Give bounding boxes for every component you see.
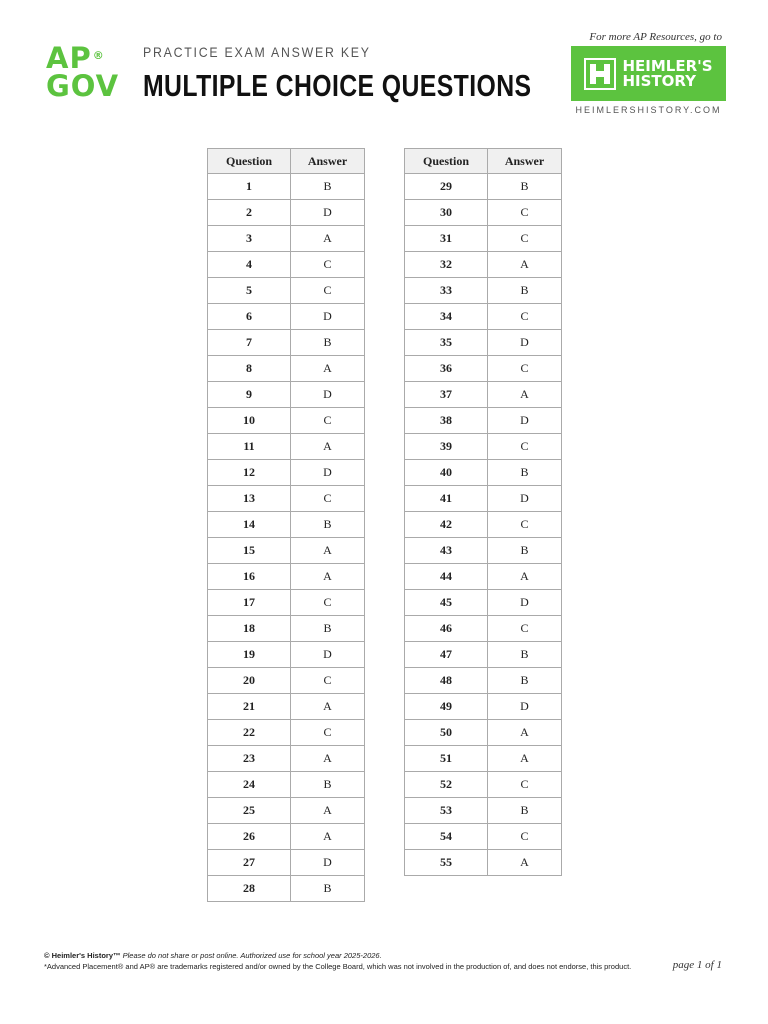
question-number: 10 <box>208 408 291 434</box>
answer-letter: D <box>488 330 562 356</box>
answer-letter: A <box>291 798 365 824</box>
ap-gov-logo <box>46 41 120 103</box>
table-row <box>405 590 562 616</box>
answer-letter: B <box>488 668 562 694</box>
table-row <box>208 174 365 200</box>
table-row <box>208 850 365 876</box>
table-row <box>405 278 562 304</box>
answer-letter: D <box>291 460 365 486</box>
answer-letter: B <box>488 538 562 564</box>
footer-copyright: © Heimler's History™ <box>44 951 121 960</box>
question-number: 18 <box>208 616 291 642</box>
answer-letter: D <box>488 590 562 616</box>
table-header-row <box>208 149 365 174</box>
question-number: 33 <box>405 278 488 304</box>
question-number: 28 <box>208 876 291 902</box>
answer-letter: B <box>488 460 562 486</box>
table-row <box>208 486 365 512</box>
table-row <box>405 382 562 408</box>
question-number: 7 <box>208 330 291 356</box>
answer-letter: C <box>291 252 365 278</box>
table-row <box>208 824 365 850</box>
heimlers-history-logo-icon <box>584 58 616 90</box>
column-header-answer: Answer <box>291 149 365 174</box>
table-row <box>405 668 562 694</box>
table-row <box>208 720 365 746</box>
brand-name <box>622 56 713 90</box>
question-number: 13 <box>208 486 291 512</box>
table-row <box>208 746 365 772</box>
answer-letter: A <box>291 356 365 382</box>
answer-letter: A <box>291 824 365 850</box>
answer-letter: A <box>488 720 562 746</box>
question-number: 30 <box>405 200 488 226</box>
table-row <box>405 460 562 486</box>
brand-name-line2: HISTORY <box>622 71 696 90</box>
brand-name-line1: HEIMLER'S <box>622 56 713 75</box>
question-number: 27 <box>208 850 291 876</box>
page-subtitle: PRACTICE EXAM ANSWER KEY <box>143 44 371 60</box>
table-row <box>208 226 365 252</box>
question-number: 22 <box>208 720 291 746</box>
answer-letter: D <box>488 486 562 512</box>
answer-letter: C <box>291 486 365 512</box>
table-row <box>405 720 562 746</box>
website-link[interactable]: HEIMLERSHISTORY.COM <box>575 105 722 115</box>
answer-letter: B <box>291 512 365 538</box>
answer-letter: A <box>488 746 562 772</box>
answer-letter: B <box>488 798 562 824</box>
question-number: 48 <box>405 668 488 694</box>
answer-letter: C <box>291 668 365 694</box>
logo-registered-mark: ® <box>92 49 105 62</box>
table-row <box>208 564 365 590</box>
question-number: 47 <box>405 642 488 668</box>
question-number: 40 <box>405 460 488 486</box>
question-number: 23 <box>208 746 291 772</box>
table-row <box>208 694 365 720</box>
answer-letter: C <box>488 434 562 460</box>
table-row <box>405 850 562 876</box>
page-title: MULTIPLE CHOICE QUESTIONS <box>143 68 532 103</box>
answer-letter: C <box>291 590 365 616</box>
answer-letter: A <box>291 538 365 564</box>
question-number: 46 <box>405 616 488 642</box>
question-number: 34 <box>405 304 488 330</box>
table-row <box>405 746 562 772</box>
question-number: 11 <box>208 434 291 460</box>
answer-letter: A <box>291 564 365 590</box>
answer-letter: A <box>488 850 562 876</box>
question-number: 14 <box>208 512 291 538</box>
answer-letter: C <box>488 824 562 850</box>
column-header-question: Question <box>405 149 488 174</box>
answer-letter: A <box>488 252 562 278</box>
answer-letter: D <box>291 304 365 330</box>
question-number: 29 <box>405 174 488 200</box>
question-number: 32 <box>405 252 488 278</box>
question-number: 9 <box>208 382 291 408</box>
answer-letter: D <box>488 694 562 720</box>
question-number: 44 <box>405 564 488 590</box>
table-row <box>208 876 365 902</box>
footer <box>44 950 631 972</box>
question-number: 43 <box>405 538 488 564</box>
question-number: 5 <box>208 278 291 304</box>
answer-letter: A <box>291 694 365 720</box>
question-number: 3 <box>208 226 291 252</box>
table-row <box>405 694 562 720</box>
table-row <box>208 772 365 798</box>
answer-letter: B <box>291 876 365 902</box>
question-number: 21 <box>208 694 291 720</box>
table-row <box>405 200 562 226</box>
question-number: 8 <box>208 356 291 382</box>
logo-gov-text: GOV <box>46 69 120 103</box>
question-number: 38 <box>405 408 488 434</box>
answer-letter: A <box>291 226 365 252</box>
table-header-row <box>405 149 562 174</box>
table-row <box>208 434 365 460</box>
question-number: 54 <box>405 824 488 850</box>
table-row <box>405 798 562 824</box>
question-number: 37 <box>405 382 488 408</box>
answer-letter: B <box>488 278 562 304</box>
table-row <box>208 460 365 486</box>
question-number: 36 <box>405 356 488 382</box>
table-row <box>208 330 365 356</box>
question-number: 19 <box>208 642 291 668</box>
answer-letter: B <box>291 330 365 356</box>
question-number: 52 <box>405 772 488 798</box>
table-row <box>405 824 562 850</box>
answer-letter: B <box>291 616 365 642</box>
question-number: 12 <box>208 460 291 486</box>
heimlers-history-brand-box[interactable] <box>571 46 726 101</box>
answer-letter: C <box>291 408 365 434</box>
question-number: 20 <box>208 668 291 694</box>
table-row <box>208 642 365 668</box>
table-row <box>405 616 562 642</box>
question-number: 39 <box>405 434 488 460</box>
question-number: 49 <box>405 694 488 720</box>
table-row <box>208 304 365 330</box>
question-number: 42 <box>405 512 488 538</box>
question-number: 53 <box>405 798 488 824</box>
answer-letter: D <box>291 382 365 408</box>
table-row <box>405 226 562 252</box>
question-number: 4 <box>208 252 291 278</box>
question-number: 41 <box>405 486 488 512</box>
table-row <box>405 174 562 200</box>
question-number: 17 <box>208 590 291 616</box>
table-row <box>208 512 365 538</box>
question-number: 50 <box>405 720 488 746</box>
answer-letter: D <box>291 200 365 226</box>
table-row <box>405 538 562 564</box>
answer-letter: C <box>488 772 562 798</box>
question-number: 1 <box>208 174 291 200</box>
answer-letter: B <box>488 174 562 200</box>
question-number: 25 <box>208 798 291 824</box>
answer-letter: A <box>291 434 365 460</box>
answer-letter: A <box>488 382 562 408</box>
table-row <box>405 304 562 330</box>
answer-letter: C <box>488 356 562 382</box>
table-row <box>208 616 365 642</box>
table-row <box>208 798 365 824</box>
answer-letter: C <box>488 226 562 252</box>
answer-letter: A <box>488 564 562 590</box>
table-row <box>208 668 365 694</box>
question-number: 24 <box>208 772 291 798</box>
footer-trademark: *Advanced Placement® and AP® are trademarks registered and/or owned by the College Board, which was not involved in the production of, and does not endorse, this product. <box>44 962 632 971</box>
question-number: 16 <box>208 564 291 590</box>
table-row <box>405 252 562 278</box>
answer-letter: A <box>291 746 365 772</box>
table-row <box>405 512 562 538</box>
table-row <box>208 200 365 226</box>
answer-letter: B <box>291 772 365 798</box>
table-row <box>405 356 562 382</box>
column-header-question: Question <box>208 149 291 174</box>
page-number: page 1 of 1 <box>672 959 722 971</box>
table-row <box>208 408 365 434</box>
logo-ap-text: AP <box>46 41 92 75</box>
answer-letter: C <box>488 304 562 330</box>
promo-text: For more AP Resources, go to <box>589 31 722 43</box>
answer-letter: B <box>488 642 562 668</box>
question-number: 15 <box>208 538 291 564</box>
answer-letter: C <box>488 512 562 538</box>
column-header-answer: Answer <box>488 149 562 174</box>
question-number: 2 <box>208 200 291 226</box>
answer-letter: D <box>291 642 365 668</box>
answer-letter: C <box>291 720 365 746</box>
table-row <box>405 564 562 590</box>
answer-letter: D <box>291 850 365 876</box>
answer-letter: C <box>488 616 562 642</box>
table-row <box>405 486 562 512</box>
table-row <box>208 252 365 278</box>
question-number: 35 <box>405 330 488 356</box>
answer-letter: D <box>488 408 562 434</box>
answer-table-left <box>207 148 365 902</box>
question-number: 51 <box>405 746 488 772</box>
table-row <box>208 590 365 616</box>
table-row <box>208 382 365 408</box>
question-number: 31 <box>405 226 488 252</box>
question-number: 55 <box>405 850 488 876</box>
table-row <box>208 278 365 304</box>
answer-letter: C <box>291 278 365 304</box>
answer-table-right <box>404 148 562 876</box>
answer-letter: B <box>291 174 365 200</box>
table-row <box>405 330 562 356</box>
footer-notice: Please do not share or post online. Authorized use for school year 2025-2026. <box>122 951 382 960</box>
table-row <box>405 434 562 460</box>
question-number: 45 <box>405 590 488 616</box>
table-row <box>405 408 562 434</box>
question-number: 6 <box>208 304 291 330</box>
answer-letter: C <box>488 200 562 226</box>
table-row <box>405 772 562 798</box>
table-row <box>405 642 562 668</box>
question-number: 26 <box>208 824 291 850</box>
table-row <box>208 538 365 564</box>
table-row <box>208 356 365 382</box>
